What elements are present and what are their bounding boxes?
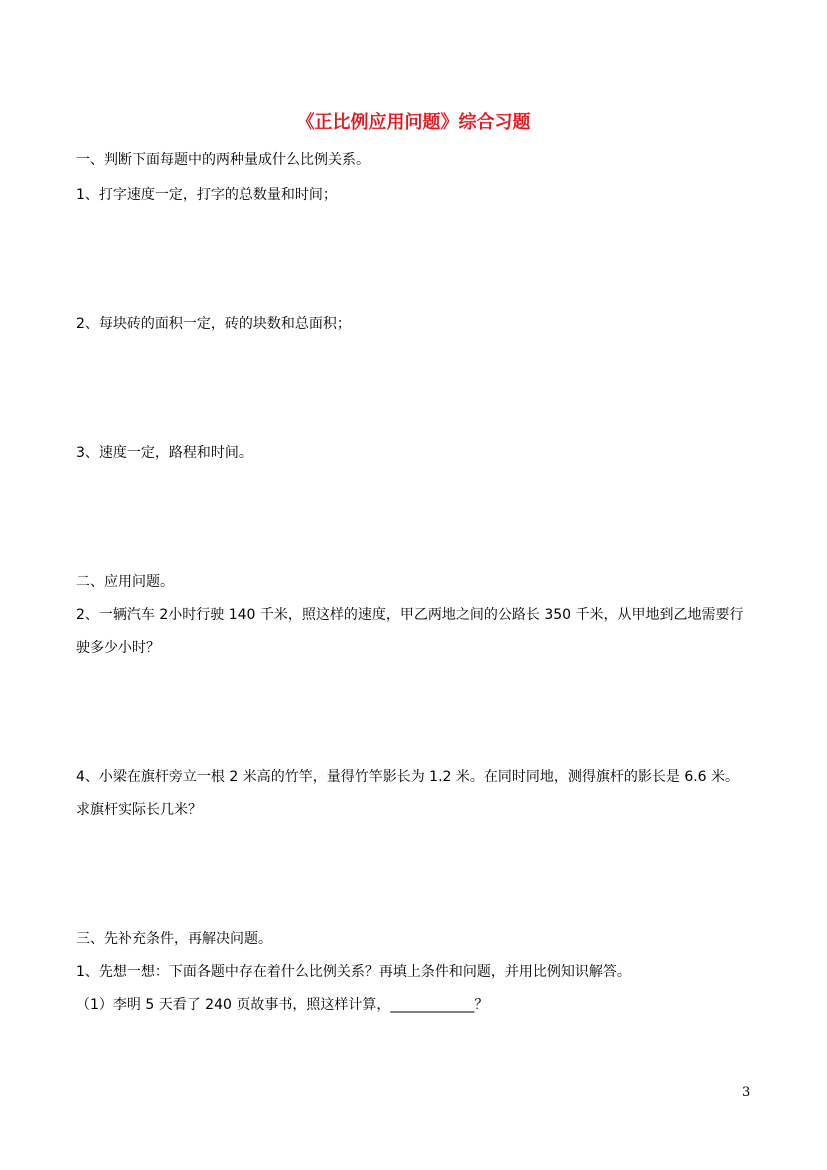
section-3-subquestion-1: （1）李明 5 天看了 240 页故事书，照这样计算，____________？ — [76, 997, 489, 1013]
section-2-heading: 二、应用问题。 — [76, 574, 174, 590]
section-1-question-3: 3、速度一定，路程和时间。 — [76, 445, 253, 461]
section-1-question-2: 2、每块砖的面积一定，砖的块数和总面积； — [76, 316, 351, 332]
section-1-question-1: 1、打字速度一定，打字的总数量和时间； — [76, 187, 337, 203]
section-2-question-4-line-2: 求旗杆实际长几米？ — [76, 802, 202, 818]
section-3-heading: 三、先补充条件，再解决问题。 — [76, 931, 272, 947]
document-title: 《正比例应用问题》综合习题 — [296, 112, 531, 133]
section-1-heading: 一、判断下面每题中的两种量成什么比例关系。 — [76, 152, 370, 168]
section-2-question-2-line-1: 2、一辆汽车 2小时行驶 140 千米，照这样的速度，甲乙两地之间的公路长 350 千米，从甲地到乙地需要行 — [76, 607, 744, 623]
page-number: 3 — [742, 1085, 751, 1100]
section-2-question-2-line-2: 驶多少小时？ — [76, 640, 160, 656]
section-3-question-1: 1、先想一想：下面各题中存在着什么比例关系？再填上条件和问题，并用比例知识解答。 — [76, 964, 631, 980]
section-2-question-4-line-1: 4、小梁在旗杆旁立一根 2 米高的竹竿，量得竹竿影长为 1.2 米。在同时同地，测得旗杆的影长是 6.6 米。 — [76, 769, 740, 785]
